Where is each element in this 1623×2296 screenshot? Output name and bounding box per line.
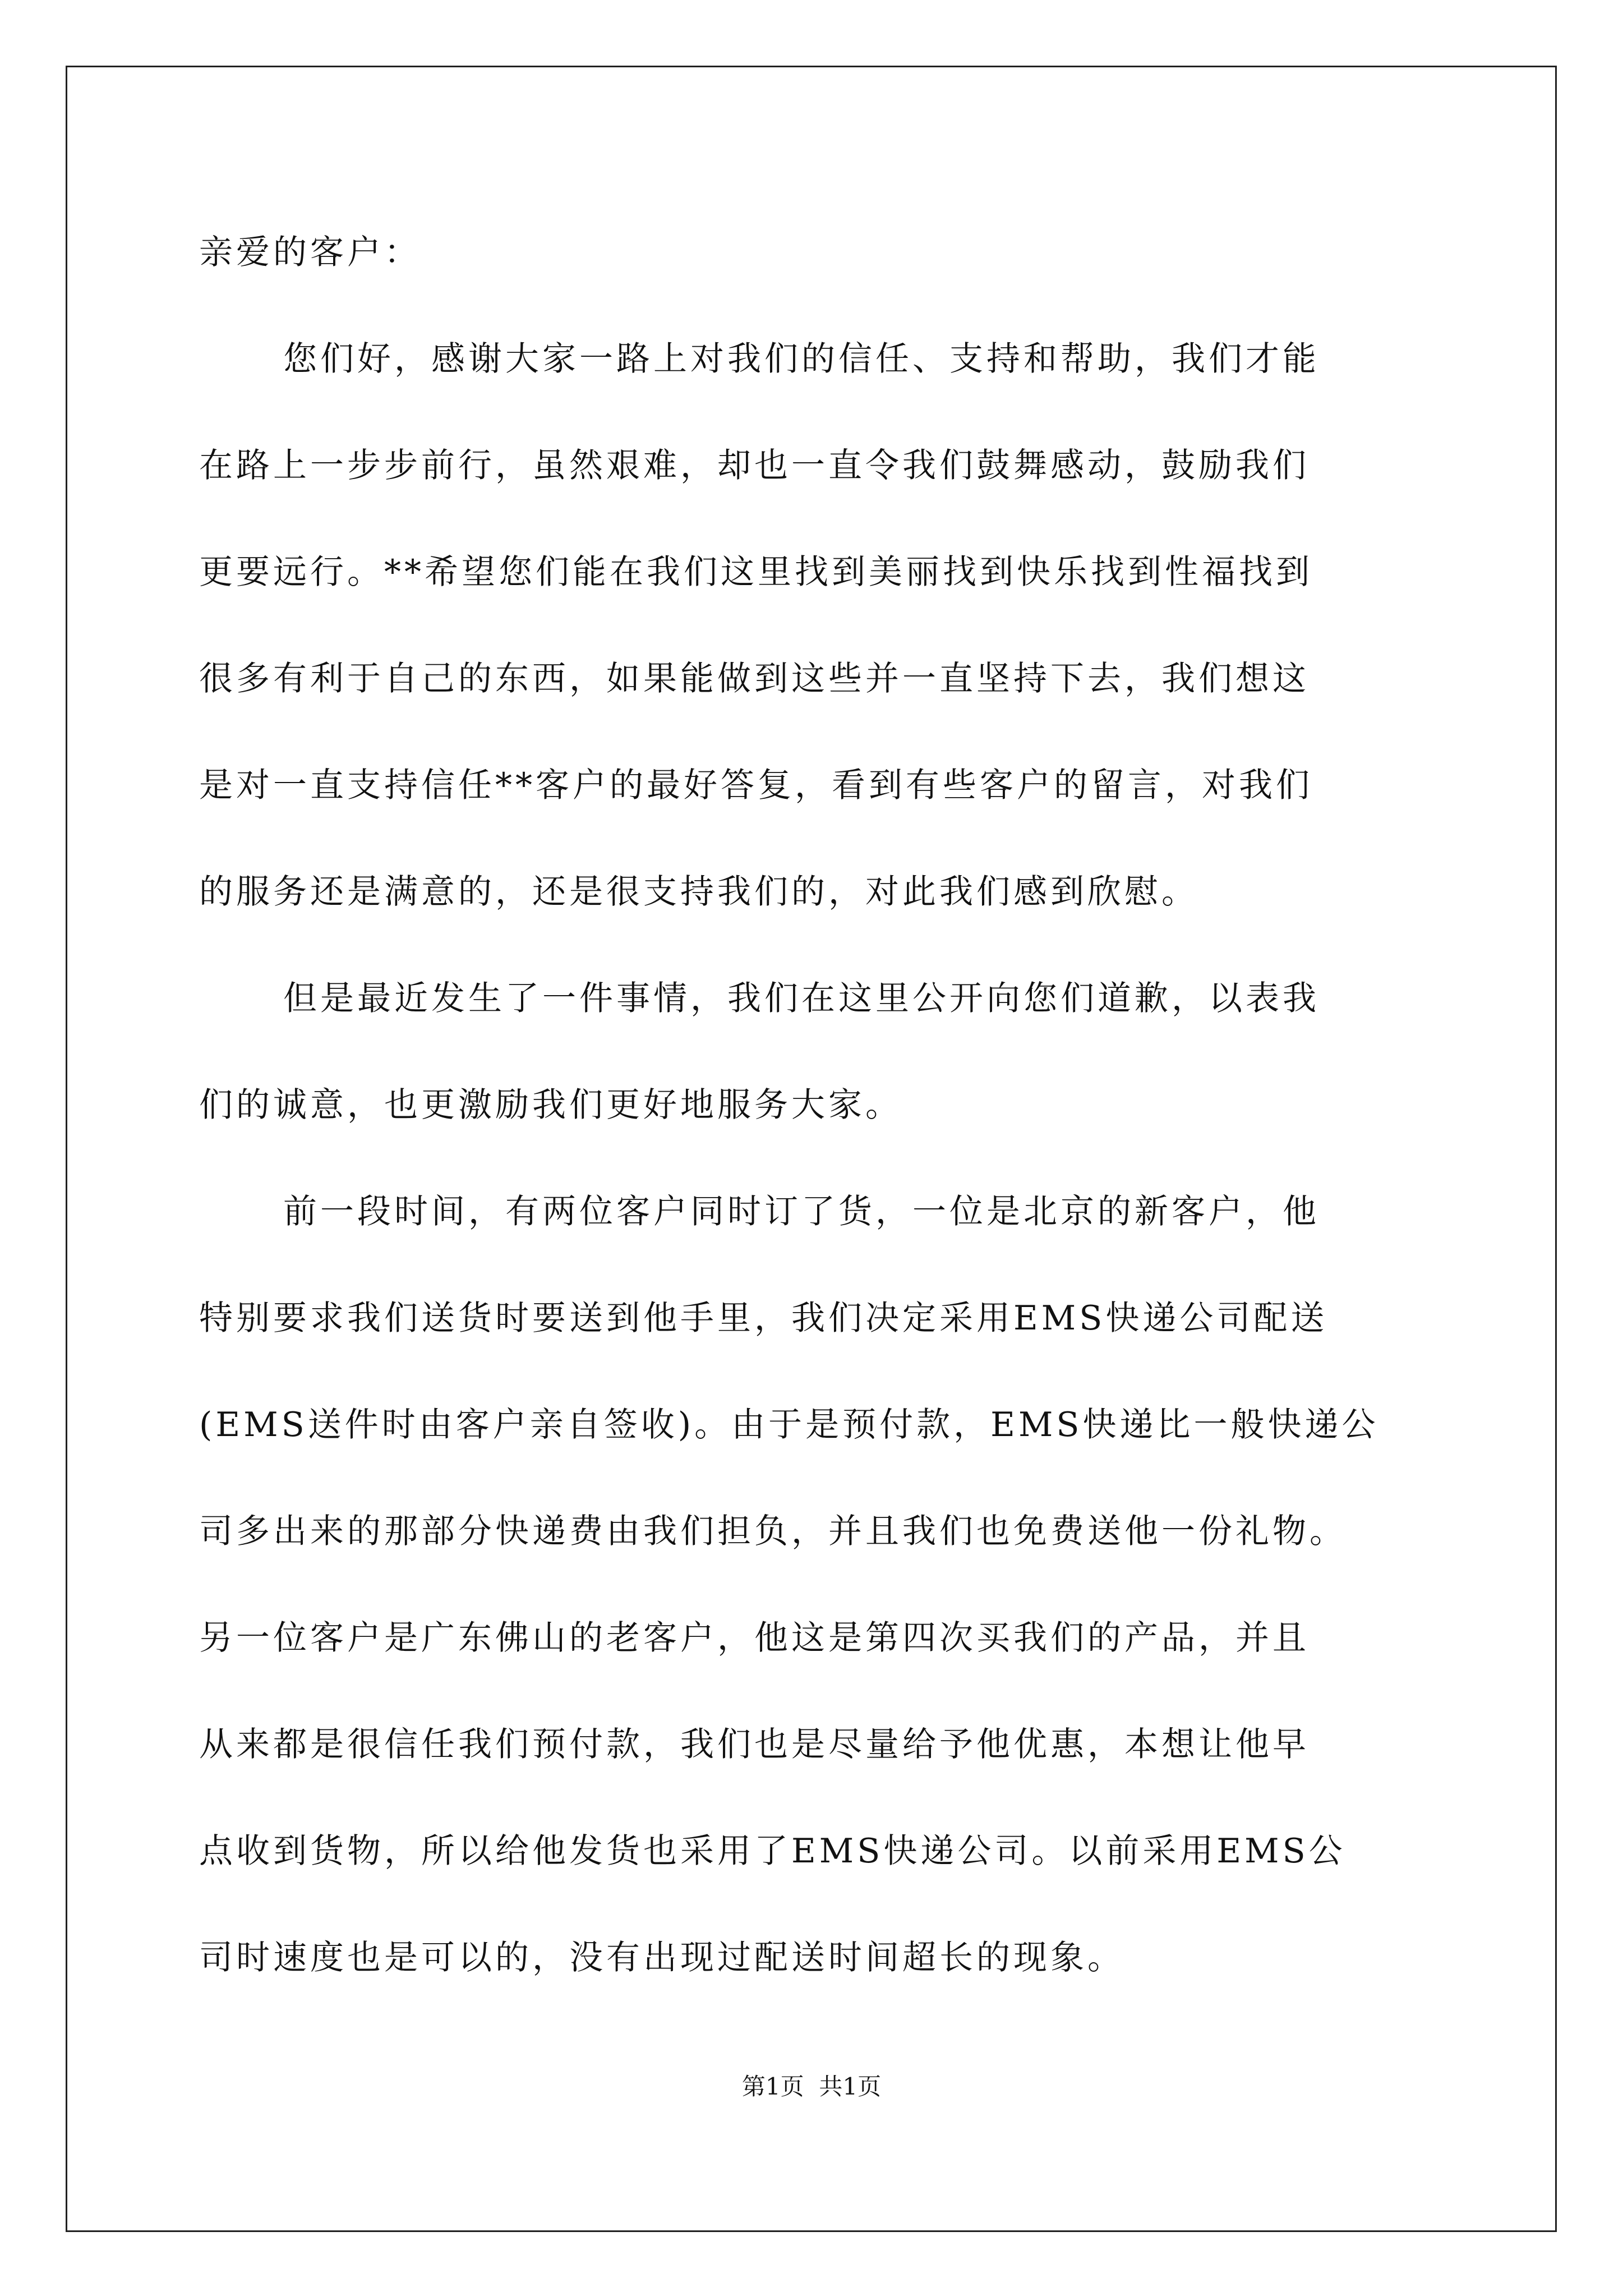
paragraph-line: 前一段时间，有两位客户同时订了货，一位是北京的新客户，他 xyxy=(283,1192,1320,1231)
letter-body xyxy=(199,199,1467,2011)
paragraph-line: 但是最近发生了一件事情，我们在这里公开向您们道歉，以表我 xyxy=(283,979,1320,1018)
paragraph-line: 从来都是很信任我们预付款，我们也是尽量给予他优惠，本想让他早 xyxy=(199,1725,1310,1764)
paragraph-line: (EMS送件时由客户亲自签收)。由于是预付款，EMS快递比一般快递公 xyxy=(199,1405,1379,1444)
paragraph-line: 在路上一步步前行，虽然艰难，却也一直令我们鼓舞感动，鼓励我们 xyxy=(199,446,1310,485)
paragraph-line: 很多有利于自己的东西，如果能做到这些并一直坚持下去，我们想这 xyxy=(199,659,1310,698)
paragraph-line: 是对一直支持信任**客户的最好答复，看到有些客户的留言，对我们 xyxy=(199,766,1313,805)
salutation-line: 亲爱的客户： xyxy=(199,233,421,272)
paragraph-line: 另一位客户是广东佛山的老客户，他这是第四次买我们的产品，并且 xyxy=(199,1618,1310,1658)
paragraph-line: 特别要求我们送货时要送到他手里，我们决定采用EMS快递公司配送 xyxy=(199,1299,1328,1338)
paragraph-line: 点收到货物，所以给他发货也采用了EMS快递公司。以前采用EMS公 xyxy=(199,1832,1346,1871)
paragraph-line: 的服务还是满意的，还是很支持我们的，对此我们感到欣慰。 xyxy=(199,872,1198,912)
paragraph-line: 司多出来的那部分快递费由我们担负，并且我们也免费送他一份礼物。 xyxy=(199,1512,1347,1551)
paragraph-line: 您们好，感谢大家一路上对我们的信任、支持和帮助，我们才能 xyxy=(283,339,1320,379)
page-number-footer: 第1页 共1页 xyxy=(741,2073,882,2100)
paragraph-line: 更要远行。**希望您们能在我们这里找到美丽找到快乐找到性福找到 xyxy=(199,553,1313,592)
paragraph-line: 们的诚意，也更激励我们更好地服务大家。 xyxy=(199,1085,902,1125)
paragraph-line: 司时速度也是可以的，没有出现过配送时间超长的现象。 xyxy=(199,1938,1124,1977)
